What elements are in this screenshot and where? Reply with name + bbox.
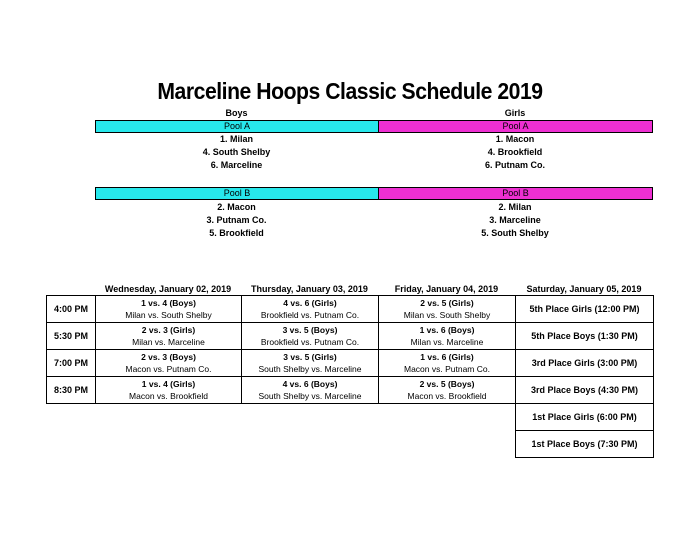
table-row	[516, 350, 654, 377]
game-cell	[242, 323, 379, 350]
time-cell: 4:00 PM	[47, 296, 96, 323]
girls-pool-a-list	[378, 133, 652, 172]
matchup: 1 vs. 4 (Girls)	[141, 379, 196, 389]
matchup: 2 vs. 5 (Girls)	[420, 298, 474, 308]
game-cell	[242, 377, 379, 404]
list-item: 4. South Shelby	[202, 147, 271, 157]
table-row	[516, 296, 654, 323]
game-cell	[379, 323, 516, 350]
list-item: 3. Marceline	[489, 215, 541, 225]
matchup: 1 vs. 6 (Boys)	[419, 325, 475, 335]
list-item: 3. Putnam Co.	[206, 215, 267, 225]
girls-label: Girls	[504, 108, 526, 118]
teams: Milan vs. South Shelby	[403, 310, 491, 320]
day-header-friday: Friday, January 04, 2019	[394, 284, 499, 294]
teams: Macon vs. Brookfield	[129, 391, 208, 401]
table-row	[47, 296, 516, 323]
teams: Brookfield vs. Putnam Co.	[260, 310, 360, 320]
list-item: 5. South Shelby	[481, 228, 549, 238]
matchup: 3 vs. 5 (Girls)	[283, 352, 337, 362]
teams: Macon vs. Putnam Co.	[404, 364, 490, 374]
schedule-table	[46, 295, 516, 404]
saturday-game: 5th Place Girls (12:00 PM)	[516, 296, 654, 323]
matchup: 1 vs. 4 (Boys)	[141, 298, 196, 308]
time-cell: 5:30 PM	[47, 323, 96, 350]
time-cell: 8:30 PM	[47, 377, 96, 404]
game-cell	[96, 350, 242, 377]
matchup: 4 vs. 6 (Boys)	[282, 379, 338, 389]
table-row	[47, 377, 516, 404]
table-row	[47, 323, 516, 350]
game-cell	[379, 350, 516, 377]
matchup: 2 vs. 3 (Girls)	[141, 325, 196, 335]
teams: Milan vs. Marceline	[410, 337, 484, 347]
list-item: 1. Macon	[495, 134, 535, 144]
teams: South Shelby vs. Marceline	[258, 391, 362, 401]
game-cell	[379, 296, 516, 323]
boys-label: Boys	[225, 108, 248, 118]
day-header-saturday: Saturday, January 05, 2019	[526, 284, 642, 294]
saturday-game: 3rd Place Boys (4:30 PM)	[516, 377, 654, 404]
saturday-table	[515, 295, 654, 458]
day-header-wednesday: Wednesday, January 02, 2019	[104, 284, 232, 294]
teams: South Shelby vs. Marceline	[258, 364, 362, 374]
list-item: 5. Brookfield	[209, 228, 264, 238]
game-cell	[242, 296, 379, 323]
girls-pool-b-list	[378, 201, 652, 240]
list-item: 6. Marceline	[210, 160, 263, 170]
game-cell	[96, 296, 242, 323]
page-title: Marceline Hoops Classic Schedule 2019	[157, 78, 543, 104]
table-row	[47, 350, 516, 377]
list-item: 4. Brookfield	[487, 147, 543, 157]
game-cell	[96, 323, 242, 350]
table-row	[516, 431, 654, 458]
table-row	[516, 377, 654, 404]
teams: Macon vs. Brookfield	[407, 391, 487, 401]
saturday-game: 5th Place Boys (1:30 PM)	[516, 323, 654, 350]
boys-pool-b-header: Pool B	[95, 187, 379, 200]
teams: Milan vs. Marceline	[132, 337, 205, 347]
list-item: 1. Milan	[219, 134, 253, 144]
girls-pool-b-header: Pool B	[378, 187, 653, 200]
matchup: 2 vs. 5 (Boys)	[419, 379, 475, 389]
time-cell: 7:00 PM	[47, 350, 96, 377]
list-item: 6. Putnam Co.	[484, 160, 545, 170]
list-item: 2. Macon	[217, 202, 256, 212]
boys-pool-a-list	[95, 133, 378, 172]
matchup: 4 vs. 6 (Girls)	[283, 298, 337, 308]
saturday-game: 1st Place Girls (6:00 PM)	[516, 404, 654, 431]
matchup: 2 vs. 3 (Boys)	[141, 352, 196, 362]
game-cell	[379, 377, 516, 404]
list-item: 2. Milan	[498, 202, 532, 212]
game-cell	[242, 350, 379, 377]
teams: Milan vs. South Shelby	[125, 310, 212, 320]
table-row	[516, 404, 654, 431]
matchup: 3 vs. 5 (Boys)	[282, 325, 338, 335]
teams: Macon vs. Putnam Co.	[125, 364, 212, 374]
saturday-game: 3rd Place Girls (3:00 PM)	[516, 350, 654, 377]
matchup: 1 vs. 6 (Girls)	[420, 352, 474, 362]
game-cell	[96, 377, 242, 404]
table-row	[516, 323, 654, 350]
boys-pool-a-header: Pool A	[95, 120, 379, 133]
girls-pool-a-header: Pool A	[378, 120, 653, 133]
day-header-thursday: Thursday, January 03, 2019	[251, 284, 368, 294]
saturday-game: 1st Place Boys (7:30 PM)	[516, 431, 654, 458]
teams: Brookfield vs. Putnam Co.	[260, 337, 360, 347]
boys-pool-b-list	[95, 201, 378, 240]
